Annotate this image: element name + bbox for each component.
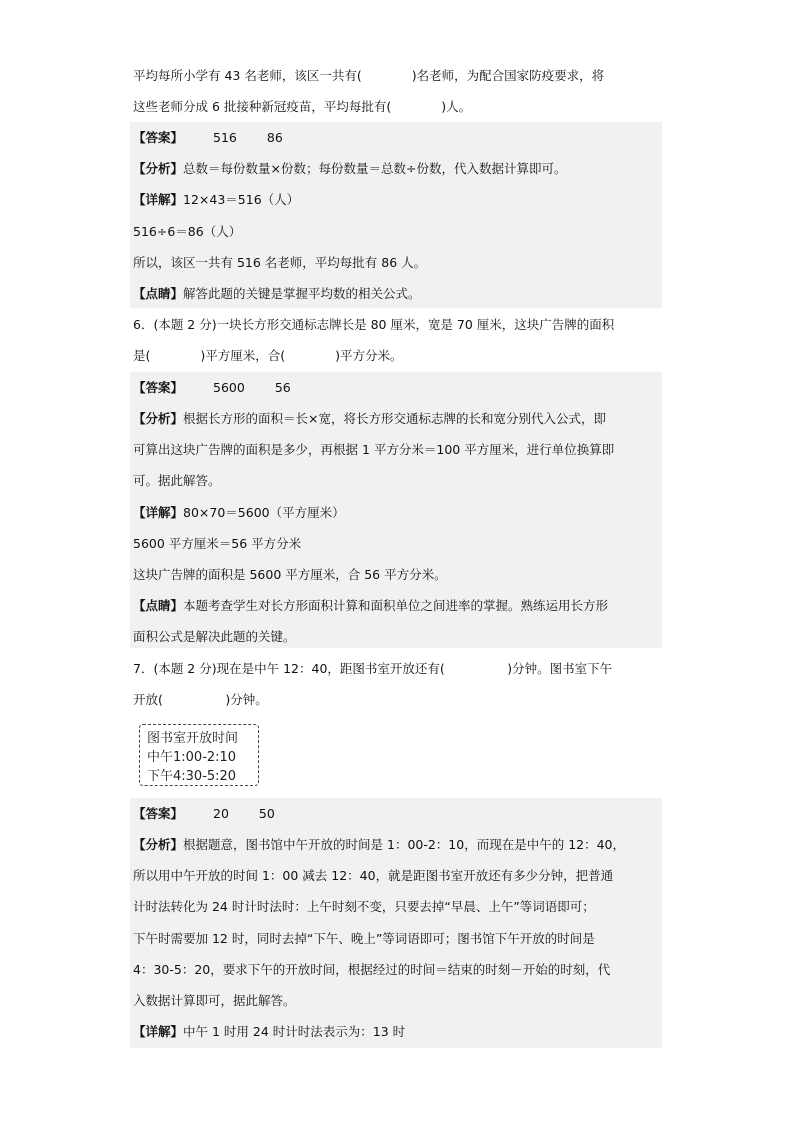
section-label: 【点睛】	[133, 598, 184, 613]
q7-analysis-line-1: 【分析】根据题意，图书馆中午开放的时间是 1：00-2：10，而现在是中午的 12：40，	[133, 837, 626, 852]
q7-analysis-line-4: 下午时需要加 12 时，同时去掉“下午、晚上”等词语即可；图书馆下午开放的时间是	[133, 931, 595, 946]
q6-answer	[133, 376, 663, 400]
q5-detail-line-2: 516÷6＝86（人）	[133, 224, 242, 239]
q6-question-line-1: 6．(本题 2 分)一块长方形交通标志牌长是 80 厘米，宽是 70 厘米，这块广告牌的面积	[133, 317, 615, 332]
q5-answer	[133, 126, 663, 150]
q5-question-line-2: 这些老师分成 6 批接种新冠疫苗，平均每批有( )人。	[133, 99, 472, 114]
q6-analysis-line-3: 可。据此解答。	[133, 473, 221, 488]
q5-comment: 【点睛】解答此题的关键是掌握平均数的相关公式。	[133, 286, 421, 301]
notice-row-noon: 中午1:00-2:10	[147, 750, 237, 765]
q6-comment-line-2: 面积公式是解决此题的关键。	[133, 629, 296, 644]
section-label: 【详解】	[133, 192, 184, 207]
section-label: 【详解】	[133, 1024, 184, 1039]
notice-row-afternoon: 下午4:30-5:20	[147, 769, 237, 784]
answer-label: 【答案】	[133, 130, 184, 145]
answer-value-2: 50	[258, 806, 275, 821]
answer-value-2: 56	[274, 380, 291, 395]
q7-question-line-1: 7．(本题 2 分)现在是中午 12：40，距图书室开放还有( )分钟。图书室下午	[133, 661, 613, 676]
q7-question-line-2: 开放( )分钟。	[133, 692, 268, 707]
section-label: 【详解】	[133, 505, 184, 520]
q6-detail-line-3: 这块广告牌的面积是 5600 平方厘米，合 56 平方分米。	[133, 567, 447, 582]
answer-value-1: 5600	[213, 380, 245, 395]
answer-label: 【答案】	[133, 806, 184, 821]
q7-detail-line-1: 【详解】中午 1 时用 24 时计时法表示为：13 时	[133, 1024, 406, 1039]
answer-value-2: 86	[266, 130, 283, 145]
q6-detail-line-2: 5600 平方厘米＝56 平方分米	[133, 536, 302, 551]
section-label: 【分析】	[133, 161, 184, 176]
q5-detail-line-1: 【详解】12×43＝516（人）	[133, 192, 300, 207]
q6-analysis-line-2: 可算出这块广告牌的面积是多少，再根据 1 平方分米＝100 平方厘米，进行单位换算即	[133, 442, 615, 457]
q7-analysis-line-5: 4：30-5：20，要求下午的开放时间，根据经过的时间＝结束的时刻－开始的时刻，代	[133, 962, 611, 977]
notice-title: 图书室开放时间	[147, 731, 239, 746]
q7-answer	[133, 802, 663, 826]
q5-analysis: 【分析】总数＝每份数量×份数；每份数量＝总数÷份数，代入数据计算即可。	[133, 161, 567, 176]
answer-label: 【答案】	[133, 380, 184, 395]
q6-question-line-2: 是( )平方厘米，合( )平方分米。	[133, 348, 403, 363]
q6-detail-line-1: 【详解】80×70＝5600（平方厘米）	[133, 505, 345, 520]
q6-analysis-line-1: 【分析】根据长方形的面积＝长×宽，将长方形交通标志牌的长和宽分别代入公式，即	[133, 411, 606, 426]
library-hours-notice	[139, 724, 259, 786]
q5-detail-line-3: 所以，该区一共有 516 名老师，平均每批有 86 人。	[133, 255, 427, 270]
q6-comment-line-1: 【点睛】本题考查学生对长方形面积计算和面积单位之间进率的掌握。熟练运用长方形	[133, 598, 609, 613]
answer-value-1: 20	[213, 806, 229, 821]
section-label: 【点睛】	[133, 286, 184, 301]
section-label: 【分析】	[133, 411, 184, 426]
answer-value-1: 516	[213, 130, 237, 145]
q7-analysis-line-3: 计时法转化为 24 时计时法时：上午时刻不变，只要去掉“早晨、上午”等词语即可；	[133, 899, 595, 914]
q7-analysis-line-6: 入数据计算即可，据此解答。	[133, 993, 296, 1008]
section-label: 【分析】	[133, 837, 184, 852]
q5-question-line-1: 平均每所小学有 43 名老师，该区一共有( )名老师，为配合国家防疫要求，将	[133, 68, 605, 83]
q7-analysis-line-2: 所以用中午开放的时间 1：00 减去 12：40，就是距图书室开放还有多少分钟，把普通	[133, 868, 614, 883]
